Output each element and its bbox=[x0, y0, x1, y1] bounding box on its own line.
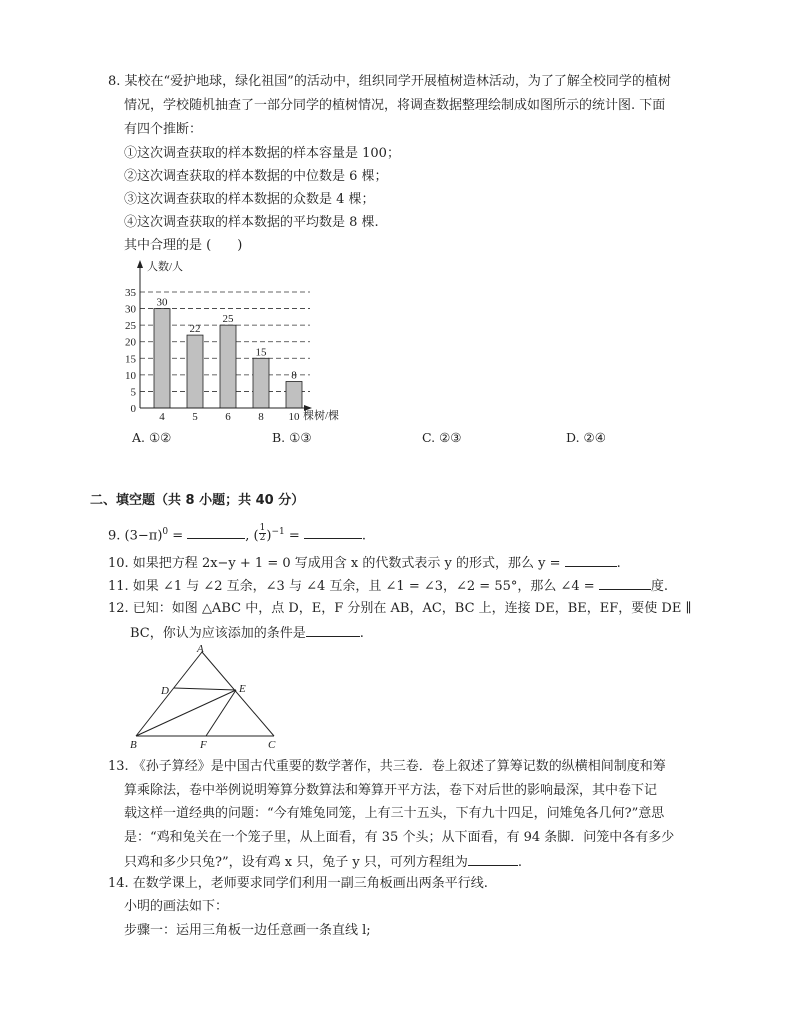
q11-text: 11. 如果 ∠1 与 ∠2 互余，∠3 与 ∠4 互余，且 ∠1 = ∠3，∠2 = 55°，那么 ∠4 = bbox=[108, 579, 599, 594]
option-d[interactable]: D. ②④ bbox=[566, 430, 606, 445]
q9-eq2: = bbox=[284, 528, 304, 544]
x-tick-label: 8 bbox=[258, 411, 264, 423]
x-tick-label: 6 bbox=[225, 411, 231, 423]
q9-close-paren: ) bbox=[266, 528, 272, 544]
q8-statement-3: ③这次调查获取的样本数据的众数是 4 棵； bbox=[124, 192, 375, 207]
y-tick-label: 15 bbox=[125, 353, 136, 366]
label-b: B bbox=[130, 739, 137, 751]
q13-line4: 是：“鸡和兔关在一个笼子里，从上面看，有 35 个头；从下面看，有 94 条脚．问笼中各有多少 bbox=[124, 830, 675, 845]
q8-statement-2: ②这次调查获取的样本数据的中位数是 6 棵； bbox=[124, 169, 388, 184]
q9-end: . bbox=[361, 528, 367, 544]
bar-5 bbox=[187, 335, 203, 408]
q9-exp1: −1 bbox=[271, 527, 285, 537]
q13-blank[interactable] bbox=[468, 853, 518, 866]
q12-line1: 12. 已知：如图 △ABC 中，点 D，E，F 分别在 AB，AC，BC 上，连接 DE，BE，EF，要使 DE ∥ bbox=[108, 601, 692, 616]
q12-line2-text: BC，你认为应该添加的条件是 bbox=[130, 626, 306, 641]
q11-blank[interactable] bbox=[599, 577, 651, 590]
q9-frac-num: 1 bbox=[259, 523, 266, 534]
y-tick-label: 10 bbox=[125, 369, 136, 382]
q13-line3: 载这样一道经典的问题：“今有雉兔同笼，上有三十五头，下有九十四足，问雉兔各几何?”意思 bbox=[124, 806, 665, 821]
q9-line bbox=[108, 524, 366, 544]
q8-line3: 有四个推断： bbox=[124, 122, 203, 137]
segment-de bbox=[174, 688, 236, 690]
q8-line1: 8. 某校在“爱护地球，绿化祖国”的活动中，组织同学开展植树造林活动，为了了解全校同学的植树 bbox=[108, 74, 671, 89]
q9-exp0: 0 bbox=[162, 527, 169, 537]
bar-value-label: 8 bbox=[291, 369, 297, 382]
y-axis-title: 人数/人 bbox=[147, 261, 184, 273]
segment-ab bbox=[136, 652, 202, 736]
label-d: D bbox=[161, 685, 169, 697]
q13-line2: 算乘除法，卷中举例说明筹算分数算法和筹算开平方法，卷下对后世的影响最深，其中卷下记 bbox=[124, 783, 658, 798]
q9-expr-b: , ( bbox=[245, 528, 259, 544]
q11-line bbox=[108, 577, 668, 595]
q8-question: 其中合理的是 ( ) bbox=[124, 238, 243, 253]
label-a: A bbox=[197, 644, 204, 655]
q12-blank[interactable] bbox=[306, 624, 360, 637]
q10-end: . bbox=[616, 556, 621, 571]
bar-value-label: 25 bbox=[222, 313, 234, 326]
x-tick-label: 4 bbox=[159, 411, 165, 423]
option-b[interactable]: B. ①③ bbox=[272, 430, 312, 445]
label-e: E bbox=[239, 683, 246, 695]
q9-eq1: = bbox=[168, 528, 188, 544]
q13-line1: 13. 《孙子算经》是中国古代重要的数学著作，共三卷．卷上叙述了算筹记数的纵横相间制度和筹 bbox=[108, 759, 666, 774]
bar-8 bbox=[253, 358, 269, 408]
y-tick-label: 30 bbox=[125, 303, 136, 316]
q10-blank[interactable] bbox=[565, 554, 617, 567]
bar-6 bbox=[220, 325, 236, 408]
q13-line5-text: 只鸡和多少只兔?”，设有鸡 x 只，兔子 y 只，可列方程组为 bbox=[124, 855, 468, 870]
y-tick-label: 35 bbox=[125, 287, 136, 299]
segment-ac bbox=[202, 652, 274, 736]
q12-end: . bbox=[359, 626, 364, 641]
bar-chart bbox=[110, 256, 370, 424]
q14-line2: 小明的画法如下： bbox=[124, 899, 229, 914]
section-title: 二、填空题（共 8 小题；共 40 分） bbox=[90, 493, 305, 508]
label-f: F bbox=[200, 739, 207, 751]
q13-end: . bbox=[517, 855, 522, 870]
triangle-figure bbox=[126, 644, 286, 752]
y-axis-arrow-icon bbox=[137, 260, 143, 268]
q9-expr-a: 9. (3−π) bbox=[108, 528, 163, 544]
q14-line1: 14. 在数学课上，老师要求同学们利用一副三角板画出两条平行线. bbox=[108, 876, 488, 891]
x-tick-label: 5 bbox=[192, 411, 198, 423]
bar-value-label: 30 bbox=[156, 296, 168, 309]
q13-line5 bbox=[124, 853, 522, 871]
y-tick-label: 25 bbox=[125, 320, 136, 333]
q10-text: 10. 如果把方程 2x−y + 1 = 0 写成用含 x 的代数式表示 y 的形式，那么 y = bbox=[108, 556, 565, 571]
label-c: C bbox=[268, 739, 276, 751]
y-tick-label: 20 bbox=[125, 336, 136, 349]
y-tick-label: 0 bbox=[130, 403, 136, 415]
x-tick-label: 10 bbox=[288, 411, 300, 423]
bar-10 bbox=[286, 381, 302, 408]
option-c[interactable]: C. ②③ bbox=[422, 430, 462, 445]
q11-end: 度. bbox=[650, 579, 668, 594]
bar-4 bbox=[154, 309, 170, 408]
q8-line2: 情况，学校随机抽查了一部分同学的植树情况，将调查数据整理绘制成如图所示的统计图. 下面 bbox=[124, 98, 666, 113]
option-a[interactable]: A. ①② bbox=[132, 430, 172, 445]
y-tick-label: 5 bbox=[130, 386, 136, 399]
bar-value-label: 15 bbox=[255, 346, 267, 359]
q14-line3: 步骤一：运用三角板一边任意画一条直线 l; bbox=[124, 923, 371, 938]
q9-blank-1[interactable] bbox=[187, 526, 245, 539]
q9-frac-den: 2 bbox=[259, 533, 266, 544]
q10-line bbox=[108, 554, 621, 572]
q8-statement-1: ①这次调查获取的样本数据的样本容量是 100； bbox=[124, 146, 400, 161]
q12-line2 bbox=[130, 624, 364, 642]
bar-value-label: 22 bbox=[189, 323, 201, 336]
q9-blank-2[interactable] bbox=[304, 526, 362, 539]
q8-statement-4: ④这次调查获取的样本数据的平均数是 8 棵. bbox=[124, 215, 379, 230]
x-axis-title: 棵树/棵 bbox=[303, 410, 340, 422]
